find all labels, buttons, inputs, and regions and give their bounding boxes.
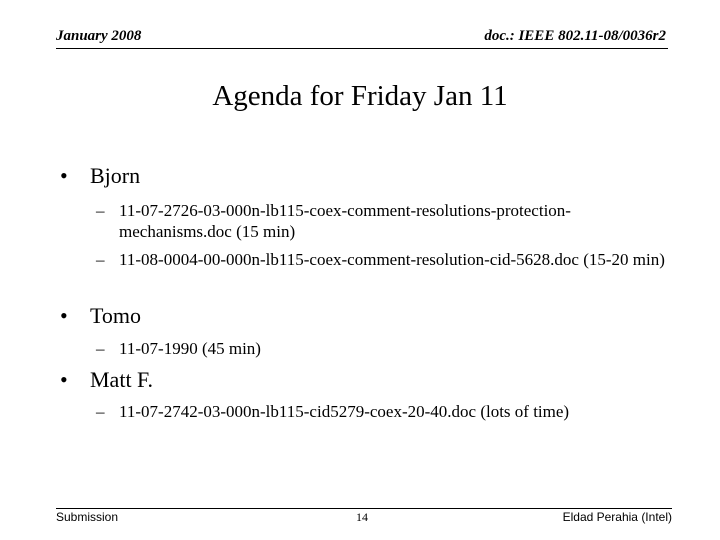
dash-icon: –	[96, 402, 105, 421]
bullet-icon: •	[60, 367, 68, 392]
footer-author: Eldad Perahia (Intel)	[562, 510, 672, 524]
agenda-presenter-tomo	[60, 303, 141, 329]
footer-page-number: 14	[356, 510, 368, 524]
presenter-name: Tomo	[90, 303, 142, 328]
dash-icon: –	[96, 339, 105, 358]
agenda-item-text: 11-07-2726-03-000n-lb115-coex-comment-resolutions-protection-mechanisms.doc (15 min)	[119, 201, 571, 241]
bullet-icon: •	[60, 163, 68, 188]
presenter-name: Bjorn	[90, 163, 141, 188]
header-doc-id: doc.: IEEE 802.11-08/0036r2	[484, 28, 666, 44]
footer-divider	[56, 508, 672, 509]
dash-icon: –	[96, 250, 105, 269]
header-divider	[56, 48, 668, 49]
footer-submission: Submission	[56, 510, 119, 524]
agenda-item-text: 11-08-0004-00-000n-lb115-coex-comment-resolution-cid-5628.doc (15-20 min)	[119, 250, 665, 269]
header-date: January 2008	[56, 28, 142, 44]
dash-icon: –	[96, 201, 105, 220]
agenda-presenter-matt	[60, 367, 153, 393]
agenda-item-text: 11-07-1990 (45 min)	[119, 339, 261, 358]
slide-title: Agenda for Friday Jan 11	[212, 80, 508, 112]
agenda-presenter-bjorn	[60, 163, 140, 189]
agenda-item-text: 11-07-2742-03-000n-lb115-cid5279-coex-20-40.doc (lots of time)	[119, 402, 570, 421]
bullet-icon: •	[60, 303, 68, 328]
presenter-name: Matt F.	[90, 367, 154, 392]
